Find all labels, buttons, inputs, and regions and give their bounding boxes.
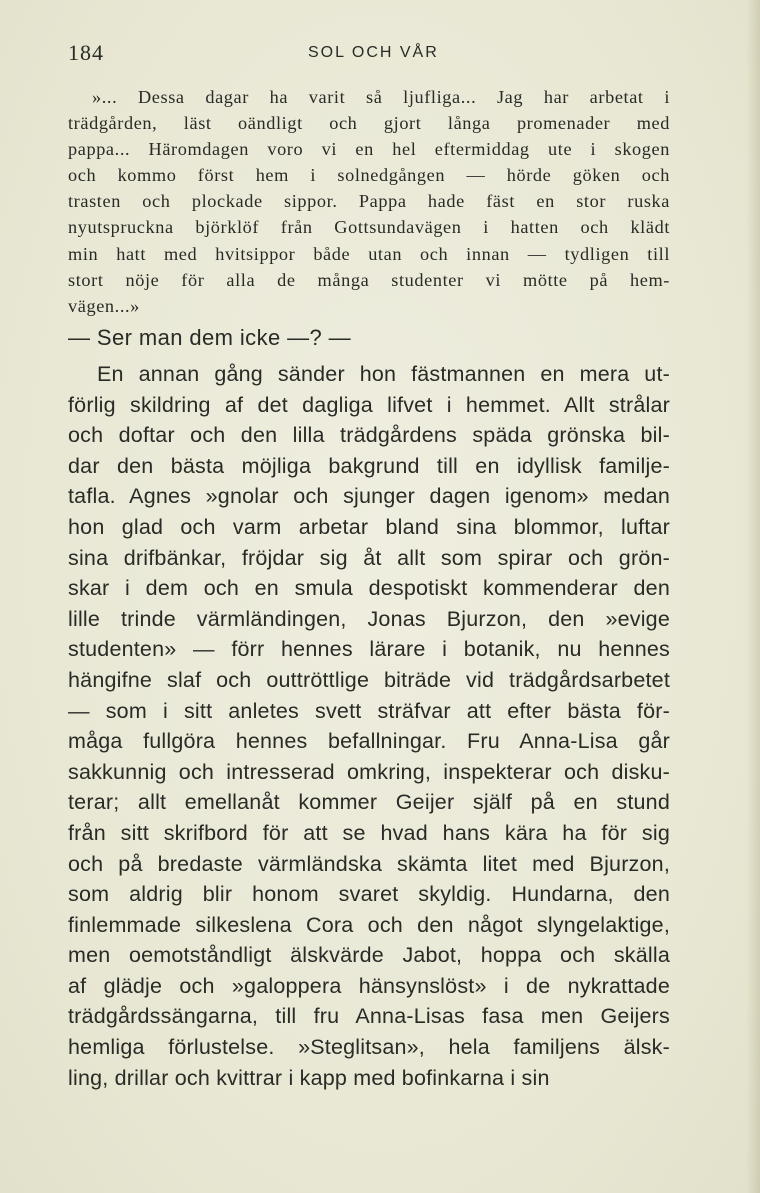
letter-line: och kommo först hem i solnedgången — hörde göken och	[68, 165, 670, 186]
body-line: från sitt skrifbord för att se hvad hans kära ha för sig	[68, 820, 670, 845]
body-line: hängifne slaf och outtröttlige biträde vid trädgårdsarbetet	[68, 667, 670, 692]
letter-line: nyutspruckna björklöf från Gottsundavägen i hatten och klädt	[68, 217, 670, 238]
body-line: sina drifbänkar, fröjdar sig åt allt som spirar och grön-	[68, 545, 670, 570]
body-line: och på bredaste värmländska skämta litet med Bjurzon,	[68, 851, 670, 876]
body-line: förlig skildring af det dagliga lifvet i hemmet. Allt strålar	[68, 392, 670, 417]
body-line: studenten» — förr hennes lärare i botanik, nu hennes	[68, 637, 670, 662]
letter-line: trasten och plockade sippor. Pappa hade fäst en stor ruska	[68, 191, 670, 212]
body-paragraph	[68, 359, 670, 1093]
body-line: som aldrig blir honom svaret skyldig. Hundarna, den	[68, 882, 670, 907]
letter-line: »... Dessa dagar ha varit så ljufliga... Jag har arbetat i	[92, 87, 670, 107]
body-line: och doftar och den lilla trädgårdens späda grönska bil-	[68, 423, 670, 448]
body-line: hemliga förlustelse. »Steglitsan», hela familjens älsk-	[68, 1035, 670, 1060]
body-line: skar i dem och en smula despotiskt kommenderar den	[68, 576, 670, 601]
body-line: finlemmade silkeslena Cora och den något slyngelaktige,	[68, 912, 670, 937]
body-line: dar den bästa möjliga bakgrund till en idyllisk familje-	[68, 453, 670, 478]
dialogue-line: — Ser man dem icke —? —	[68, 325, 352, 350]
running-header	[68, 40, 668, 70]
body-line: hon glad och varm arbetar bland sina blommor, luftar	[68, 514, 670, 539]
body-line: sakkunnig och intresserad omkring, inspekterar och disku-	[68, 759, 670, 784]
body-line: måga fullgöra hennes befallningar. Fru Anna-Lisa går	[68, 729, 670, 754]
body-line: En annan gång sänder hon fästmannen en mera ut-	[97, 362, 670, 386]
letter-line: min hatt med hvitsippor både utan och innan — tydligen till	[68, 243, 670, 264]
running-title: SOL OCH VÅR	[308, 44, 439, 61]
letter-line: stort nöje för alla de många studenter vi mötte på hem-	[68, 269, 670, 290]
page-edge-shadow	[746, 0, 760, 1193]
body-line: men oemotståndligt älskvärde Jabot, hoppa och skälla	[68, 943, 670, 968]
body-line: terar; allt emellanåt kommer Geijer själf på en stund	[68, 790, 670, 815]
body-line: trädgårdssängarna, till fru Anna-Lisas fasa men Geijers	[68, 1004, 670, 1029]
body-line: lille trinde värmländingen, Jonas Bjurzon, den »evige	[68, 606, 670, 631]
body-line: — som i sitt anletes svett sträfvar att efter bästa för-	[68, 698, 670, 723]
letter-line: trädgården, läst oändligt och gjort långa promenader med	[68, 113, 670, 134]
letter-line: vägen...»	[68, 295, 140, 316]
letter-line: pappa... Häromdagen voro vi en hel eftermiddag ute i skogen	[68, 139, 670, 160]
page-number: 184	[68, 40, 104, 65]
body-line: tafla. Agnes »gnolar och sjunger dagen igenom» medan	[68, 484, 670, 509]
body-line: af glädje och »galoppera hänsynslöst» i de nykrattade	[68, 973, 670, 998]
body-line: ling, drillar och kvittrar i kapp med bofinkarna i sin	[68, 1065, 550, 1090]
quoted-letter	[68, 84, 670, 319]
